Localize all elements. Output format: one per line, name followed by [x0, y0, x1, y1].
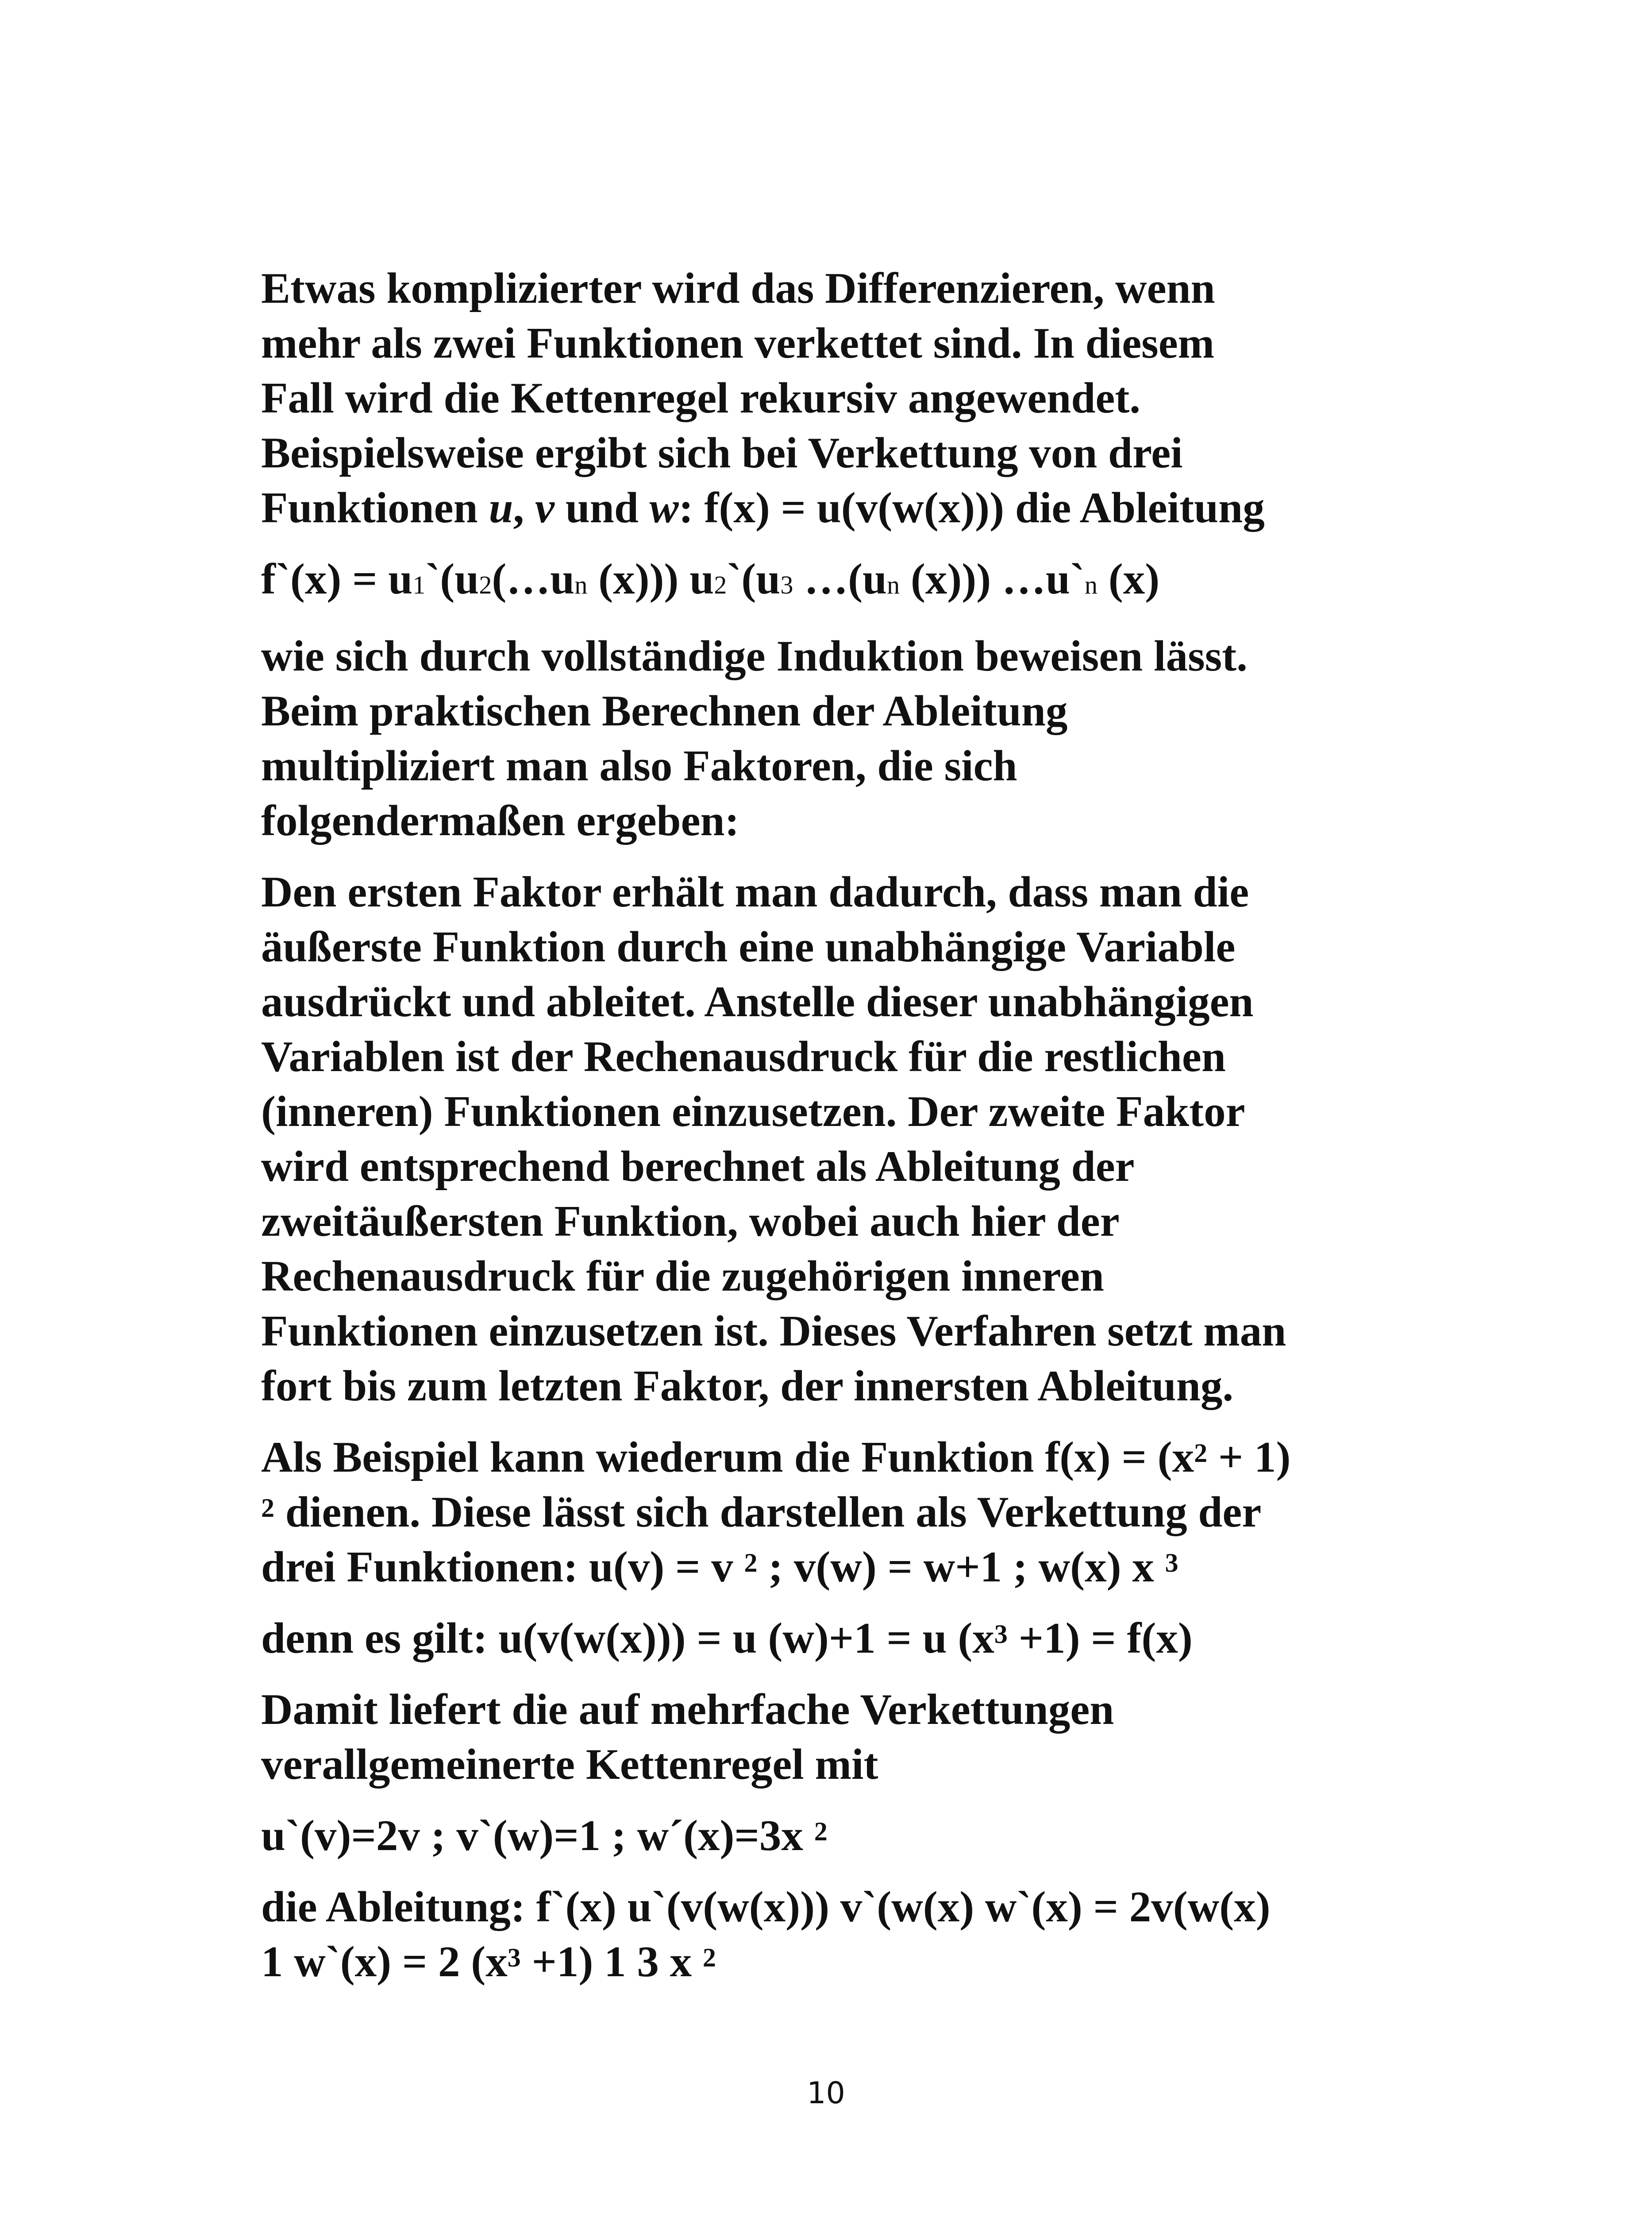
- superscript: 2: [1194, 1438, 1208, 1468]
- formula-line: [261, 552, 1412, 613]
- subscript: 1: [412, 571, 426, 599]
- text-line: [261, 1485, 1412, 1540]
- formula-derivatives: [261, 1808, 1412, 1863]
- text-line: multipliziert man also Faktoren, die sich: [261, 742, 1017, 790]
- formula-run: …(u: [793, 555, 887, 603]
- subscript: 3: [780, 571, 793, 599]
- text-line: Den ersten Faktor erhält man dadurch, dass man die: [261, 868, 1249, 916]
- variable-u: u: [489, 484, 513, 532]
- superscript: 3: [507, 1943, 521, 1972]
- text-line: zweitäußersten Funktion, wobei auch hier der: [261, 1197, 1120, 1245]
- paragraph-generalized-rule: [261, 1682, 1412, 1792]
- text-line: verallgemeinerte Kettenregel mit: [261, 1740, 878, 1789]
- text-run: dienen. Diese lässt sich darstellen als Verkettung der: [274, 1488, 1262, 1536]
- paragraph-factors: [261, 865, 1412, 1414]
- superscript: 2: [814, 1817, 828, 1846]
- text-line: Etwas komplizierter wird das Differenzieren, wenn: [261, 264, 1215, 312]
- formula-run: f`(x) = u: [261, 555, 413, 603]
- superscript: 3: [994, 1619, 1008, 1649]
- text-line: [261, 481, 1412, 536]
- formula-run: `(u: [425, 555, 479, 603]
- formula-run: (…u: [492, 555, 575, 603]
- formula-run: denn es gilt: u(v(w(x))) = u (w)+1 = u (x: [261, 1614, 994, 1662]
- superscript: 2: [702, 1943, 716, 1972]
- formula-run: (x): [1097, 555, 1160, 603]
- text-run: : f(x) = u(v(w(x))) die Ableitung: [678, 484, 1265, 532]
- text-run: ; v(w) = w+1 ; w(x) x: [757, 1543, 1165, 1591]
- superscript: 2: [261, 1493, 274, 1523]
- text-line: Beispielsweise ergibt sich bei Verkettung von drei: [261, 429, 1183, 477]
- text-line: fort bis zum letzten Faktor, der innersten Ableitung.: [261, 1362, 1234, 1410]
- text-line: mehr als zwei Funktionen verkettet sind. In diesem: [261, 319, 1215, 367]
- formula-run: 1 w`(x) = 2 (x: [261, 1938, 508, 1986]
- formula-result: [261, 1880, 1412, 1989]
- subscript: n: [1085, 571, 1097, 599]
- subscript: n: [574, 571, 588, 599]
- subscript: 2: [714, 571, 727, 599]
- text-line: Fall wird die Kettenregel rekursiv angewendet.: [261, 374, 1141, 422]
- formula-general-chain-rule: [261, 552, 1412, 613]
- variable-v: v: [535, 484, 555, 532]
- text-run: drei Funktionen: u(v) = v: [261, 1543, 744, 1591]
- text-line: Rechenausdruck für die zugehörigen inneren: [261, 1252, 1104, 1300]
- text-run: + 1): [1207, 1433, 1291, 1481]
- paragraph-example: [261, 1430, 1412, 1595]
- text-line: ausdrückt und ableitet. Anstelle dieser unabhängigen: [261, 978, 1254, 1026]
- subscript: 2: [479, 571, 492, 599]
- text-line: äußerste Funktion durch eine unabhängige Variable: [261, 923, 1236, 971]
- text-line: folgendermaßen ergeben:: [261, 797, 739, 845]
- formula-line: [261, 1808, 1412, 1863]
- formula-line: [261, 1935, 1412, 1989]
- formula-run: u`(v)=2v ; v`(w)=1 ; w´(x)=3x: [261, 1812, 814, 1860]
- formula-run: +1) = f(x): [1007, 1614, 1193, 1662]
- text-line: Beim praktischen Berechnen der Ableitung: [261, 687, 1068, 735]
- text-line: Funktionen einzusetzen ist. Dieses Verfahren setzt man: [261, 1307, 1286, 1355]
- superscript: 2: [744, 1548, 758, 1577]
- text-line: wie sich durch vollständige Induktion beweisen lässt.: [261, 632, 1248, 680]
- formula-run: (x))) u: [587, 555, 714, 603]
- page-content: [261, 261, 1412, 2006]
- paragraph-induction: [261, 629, 1412, 848]
- superscript: 3: [1165, 1548, 1178, 1577]
- text-run: und: [554, 484, 650, 532]
- text-line: [261, 1540, 1412, 1595]
- text-line: (inneren) Funktionen einzusetzen. Der zweite Faktor: [261, 1087, 1245, 1136]
- subscript: n: [887, 571, 900, 599]
- formula-run: (x))) …u`: [900, 555, 1085, 603]
- formula-line: die Ableitung: f`(x) u`(v(w(x))) v`(w(x) w`(x) = 2v(w(x): [261, 1883, 1271, 1931]
- text-line: Variablen ist der Rechenausdruck für die restlichen: [261, 1033, 1226, 1081]
- text-line: Damit liefert die auf mehrfache Verkettungen: [261, 1685, 1114, 1734]
- paragraph-chain-rule-intro: [261, 261, 1412, 536]
- text-line: [261, 1430, 1412, 1485]
- page-number: 10: [807, 2076, 845, 2111]
- text-run: ,: [513, 484, 535, 532]
- variable-w: w: [649, 484, 679, 532]
- formula-line: [261, 1611, 1412, 1666]
- text-run: Als Beispiel kann wiederum die Funktion f(x) = (x: [261, 1433, 1194, 1481]
- text-line: wird entsprechend berechnet als Ableitung der: [261, 1142, 1135, 1191]
- text-run: Funktionen: [261, 484, 489, 532]
- formula-run: +1) 1 3 x: [520, 1938, 703, 1986]
- formula-run: `(u: [727, 555, 781, 603]
- formula-composition: [261, 1611, 1412, 1666]
